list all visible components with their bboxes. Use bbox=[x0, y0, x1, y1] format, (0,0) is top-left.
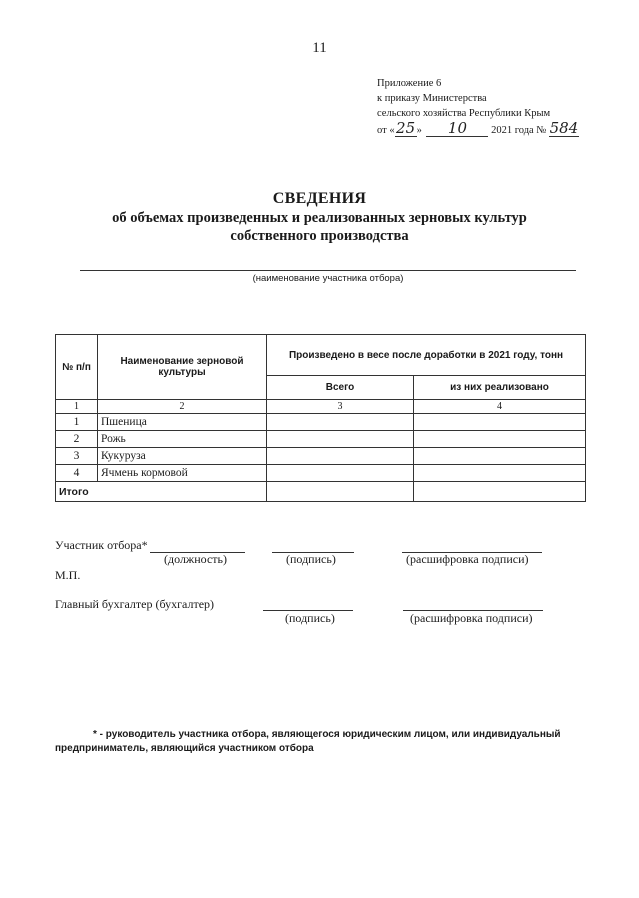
signature-caption: (подпись) bbox=[286, 552, 336, 566]
total-label: Итого bbox=[56, 482, 267, 502]
row-number: 3 bbox=[56, 448, 98, 465]
column-index-row bbox=[56, 400, 586, 414]
header-crop-name: Наименование зерновой культуры bbox=[98, 335, 267, 400]
accountant-label: Главный бухгалтер (бухгалтер) bbox=[55, 597, 215, 611]
crop-name: Кукуруза bbox=[98, 448, 267, 465]
participant-name-caption: (наименование участника отбора) bbox=[252, 273, 404, 284]
title-subtitle-1: об объемах произведенных и реализованных зерновых культур bbox=[112, 210, 527, 226]
header-sold: из них реализовано bbox=[414, 376, 586, 400]
sold-cell[interactable] bbox=[414, 465, 586, 482]
order-date-line bbox=[377, 121, 579, 138]
page-number: 11 bbox=[312, 40, 327, 56]
table-row bbox=[56, 431, 586, 448]
index-cell: 4 bbox=[414, 400, 586, 414]
header-num: № п/п bbox=[56, 335, 98, 400]
index-cell: 1 bbox=[56, 400, 98, 414]
grand-total-cell[interactable] bbox=[267, 482, 414, 502]
participant-label: Участник отбора* bbox=[55, 538, 148, 552]
total-cell[interactable] bbox=[267, 431, 414, 448]
row-number: 1 bbox=[56, 414, 98, 431]
header-total: Всего bbox=[267, 376, 414, 400]
handwritten-day: 25 bbox=[396, 119, 416, 137]
handwritten-order-number: 584 bbox=[549, 119, 579, 137]
total-cell[interactable] bbox=[267, 414, 414, 431]
total-cell[interactable] bbox=[267, 465, 414, 482]
row-number: 2 bbox=[56, 431, 98, 448]
date-mid: » bbox=[416, 125, 422, 136]
sold-cell[interactable] bbox=[414, 414, 586, 431]
grand-sold-cell[interactable] bbox=[414, 482, 586, 502]
grain-volume-table bbox=[55, 334, 586, 502]
row-number: 4 bbox=[56, 465, 98, 482]
year-text: 2021 года № bbox=[491, 125, 547, 136]
accountant-decryption-caption: (расшифровка подписи) bbox=[410, 611, 533, 625]
total-cell[interactable] bbox=[267, 448, 414, 465]
table-row bbox=[56, 448, 586, 465]
total-row bbox=[56, 482, 586, 502]
title-main: СВЕДЕНИЯ bbox=[272, 190, 367, 207]
appendix-line-1: Приложение 6 bbox=[377, 78, 442, 89]
handwritten-month: 10 bbox=[426, 121, 488, 137]
sold-cell[interactable] bbox=[414, 448, 586, 465]
position-caption: (должность) bbox=[164, 552, 227, 566]
table-row bbox=[56, 414, 586, 431]
crop-name: Пшеница bbox=[98, 414, 267, 431]
table-header-row bbox=[56, 335, 586, 376]
index-cell: 2 bbox=[98, 400, 267, 414]
footnote: * - руководитель участника отбора, являющегося юридическим лицом, или индивидуальный предприниматель, являющийся участником отбора bbox=[55, 729, 561, 754]
crop-name: Рожь bbox=[98, 431, 267, 448]
appendix-header bbox=[377, 76, 579, 138]
title-subtitle-2: собственного производства bbox=[230, 228, 409, 244]
appendix-line-2: к приказу Министерства bbox=[377, 93, 487, 104]
appendix-line-3: сельского хозяйства Республики Крым bbox=[377, 108, 551, 119]
crop-name: Ячмень кормовой bbox=[98, 465, 267, 482]
document-title bbox=[0, 189, 639, 245]
seal-label: М.П. bbox=[55, 568, 81, 582]
header-produced: Произведено в весе после доработки в 2021 году, тонн bbox=[267, 335, 586, 376]
table-row bbox=[56, 465, 586, 482]
index-cell: 3 bbox=[267, 400, 414, 414]
accountant-signature-caption: (подпись) bbox=[285, 611, 335, 625]
date-prefix: от « bbox=[377, 125, 395, 136]
decryption-caption: (расшифровка подписи) bbox=[406, 552, 529, 566]
participant-name-line[interactable] bbox=[80, 270, 576, 271]
sold-cell[interactable] bbox=[414, 431, 586, 448]
